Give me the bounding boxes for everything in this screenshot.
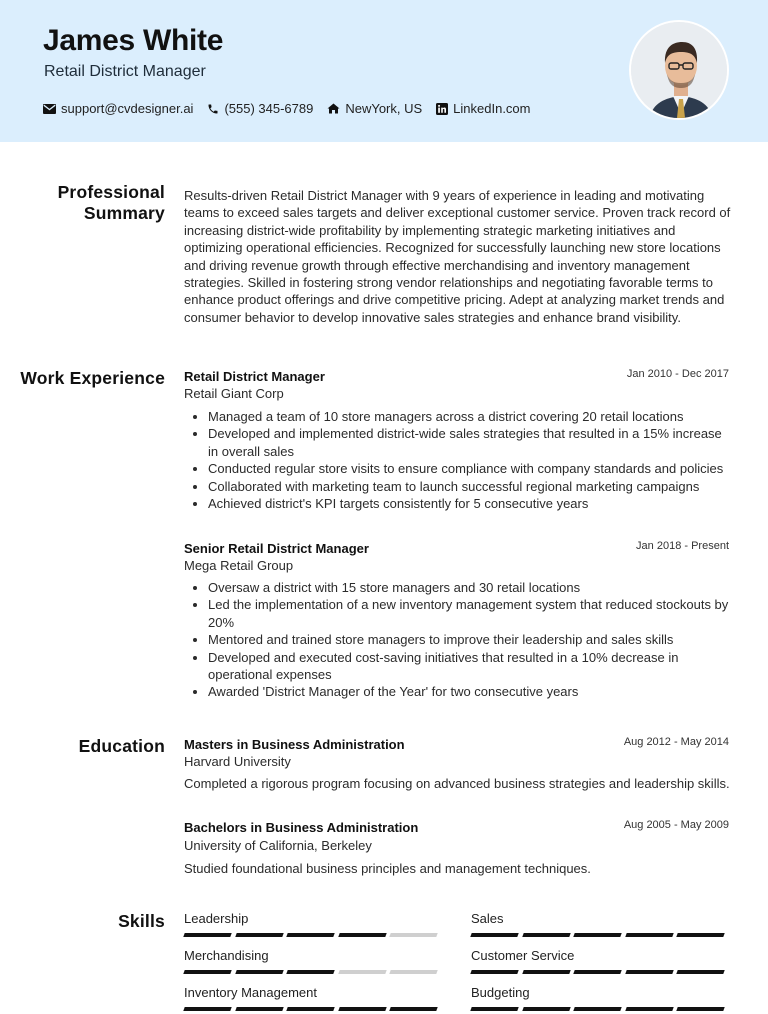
section-title-work	[20, 368, 165, 389]
skill-level-segment	[235, 970, 284, 974]
skill-name: Inventory Management	[184, 985, 317, 1000]
skill-level-segment	[470, 970, 519, 974]
skill-level-segment	[286, 970, 335, 974]
linkedin-icon	[436, 103, 448, 115]
job-bullets	[208, 408, 732, 512]
list-item: Developed and implemented district-wide sales strategies that resulted in a 15% increase in overall sales	[208, 425, 732, 460]
skill-level-segment	[390, 933, 439, 937]
skill-name: Sales	[471, 911, 504, 926]
candidate-title: Retail District Manager	[44, 63, 206, 80]
job-company: Mega Retail Group	[184, 558, 294, 573]
profile-photo	[629, 20, 729, 120]
skill-item	[471, 948, 729, 974]
degree-dates: Aug 2005 - May 2009	[623, 819, 729, 831]
header-band	[0, 0, 768, 142]
skill-level-segment	[573, 970, 622, 974]
skill-level-segment	[470, 933, 519, 937]
skill-level-bar	[471, 933, 729, 937]
skill-level-segment	[677, 970, 726, 974]
skill-level-segment	[286, 1007, 335, 1011]
job-title: Senior Retail District Manager	[184, 541, 369, 556]
contact-location-text: NewYork, US	[345, 101, 423, 116]
phone-icon	[207, 103, 219, 115]
skill-level-bar	[471, 970, 729, 974]
skill-level-segment	[183, 970, 232, 974]
degree-description: Completed a rigorous program focusing on advanced business strategies and leadership skills.	[184, 776, 730, 791]
job-company: Retail Giant Corp	[184, 386, 284, 401]
job-dates: Jan 2010 - Dec 2017	[626, 368, 729, 380]
skill-level-segment	[625, 1007, 674, 1011]
list-item: Mentored and trained store managers to improve their leadership and sales skills	[208, 631, 732, 648]
degree-school: University of California, Berkeley	[184, 838, 372, 853]
skill-name: Budgeting	[471, 985, 530, 1000]
skill-level-segment	[390, 1007, 439, 1011]
skill-name: Merchandising	[184, 948, 269, 963]
job-dates: Jan 2018 - Present	[636, 540, 729, 552]
skill-item	[471, 911, 729, 937]
list-item: Led the implementation of a new inventory management system that reduced stockouts by 20%	[208, 596, 732, 631]
contact-email-text: support@cvdesigner.ai	[61, 101, 194, 116]
contact-linkedin[interactable]	[436, 101, 530, 116]
list-item: Developed and executed cost-saving initiatives that resulted in a 10% decrease in operational expenses	[208, 649, 732, 684]
skill-level-segment	[522, 933, 571, 937]
skill-level-segment	[286, 933, 335, 937]
skill-level-segment	[338, 970, 387, 974]
skill-level-segment	[522, 1007, 571, 1011]
contact-phone-text: (555) 345-6789	[224, 101, 314, 116]
section-title-skills	[118, 911, 165, 932]
contact-row	[43, 101, 545, 116]
envelope-icon	[43, 104, 56, 114]
list-item: Collaborated with marketing team to launch successful regional marketing campaigns	[208, 478, 732, 495]
candidate-name: James White	[43, 24, 224, 57]
skill-level-segment	[625, 970, 674, 974]
section-title-skills-text: Skills	[118, 911, 165, 931]
list-item: Conducted regular store visits to ensure compliance with company standards and policies	[208, 460, 732, 477]
skill-level-bar	[184, 970, 442, 974]
skill-level-segment	[470, 1007, 519, 1011]
contact-phone[interactable]	[207, 101, 313, 116]
avatar-illustration	[631, 22, 729, 120]
skill-level-segment	[183, 1007, 232, 1011]
skill-level-segment	[625, 933, 674, 937]
skill-level-segment	[183, 933, 232, 937]
list-item: Managed a team of 10 store managers across a district covering 20 retail locations	[208, 408, 732, 425]
summary-text: Results-driven Retail District Manager with 9 years of experience in leading and motivating teams to exceed sales targets and deliver exceptional customer service. Proven track record of increasing district-wide profitability by implementing strategic marketing initiatives and optimizing operational efficiencies. Recognized for successfully launching new store locations and driving revenue growth through effective merchandising and inventory management strategies. Skilled in fostering strong vendor relationships and negotiating favorable terms to enhance product offerings and drive competitive pricing. Adept at analyzing market trends and consumer behavior to develop innovative sales strategies and enhance brand visibility.	[184, 188, 731, 325]
section-title-summary	[0, 182, 165, 224]
home-icon	[327, 103, 340, 114]
contact-linkedin-text: LinkedIn.com	[453, 101, 531, 116]
section-title-summary-text: Professional Summary	[57, 182, 165, 223]
list-item: Oversaw a district with 15 store managers and 30 retail locations	[208, 579, 732, 596]
job-bullets	[208, 579, 732, 701]
skill-item	[184, 985, 442, 1011]
degree-school: Harvard University	[184, 754, 291, 769]
skill-level-bar	[184, 933, 442, 937]
section-title-work-text: Work Experience	[20, 368, 165, 388]
skill-level-segment	[390, 970, 439, 974]
degree-description: Studied foundational business principles and management techniques.	[184, 861, 591, 876]
skill-name: Customer Service	[471, 948, 575, 963]
skill-item	[184, 911, 442, 937]
degree-title: Bachelors in Business Administration	[184, 820, 419, 835]
skill-level-bar	[471, 1007, 729, 1011]
skill-level-segment	[338, 933, 387, 937]
skill-level-segment	[573, 933, 622, 937]
skill-level-segment	[677, 933, 726, 937]
skill-name: Leadership	[184, 911, 249, 926]
section-title-education-text: Education	[78, 736, 165, 756]
skill-level-segment	[677, 1007, 726, 1011]
contact-email[interactable]	[43, 101, 193, 116]
skill-level-bar	[184, 1007, 442, 1011]
degree-title: Masters in Business Administration	[184, 737, 405, 752]
skill-item	[471, 985, 729, 1011]
list-item: Achieved district's KPI targets consistently for 5 consecutive years	[208, 495, 732, 512]
skill-level-segment	[573, 1007, 622, 1011]
skill-item	[184, 948, 442, 974]
section-title-education	[79, 736, 165, 757]
list-item: Awarded 'District Manager of the Year' for two consecutive years	[208, 683, 732, 700]
degree-dates: Aug 2012 - May 2014	[623, 736, 729, 748]
skill-level-segment	[338, 1007, 387, 1011]
skill-level-segment	[522, 970, 571, 974]
job-title: Retail District Manager	[184, 369, 325, 384]
skill-level-segment	[235, 1007, 284, 1011]
contact-location	[327, 101, 422, 116]
skill-level-segment	[235, 933, 284, 937]
